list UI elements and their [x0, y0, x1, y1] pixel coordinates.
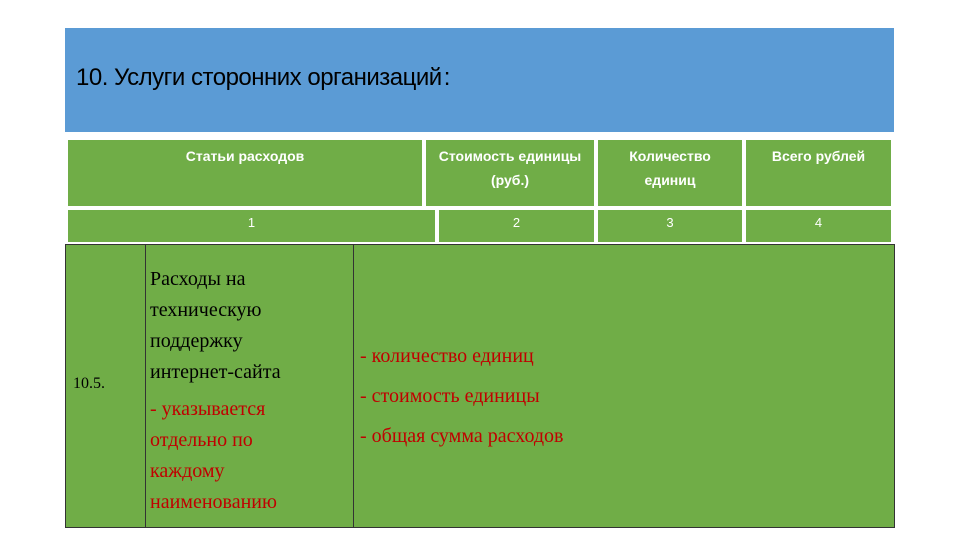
column-divider: [145, 245, 146, 527]
header-quantity-line2: единиц: [644, 172, 696, 188]
desc-line: Расходы на: [150, 268, 246, 290]
desc-note-line: - указывается: [150, 398, 266, 420]
note-unit-cost: - стоимость единицы: [360, 385, 540, 407]
row-number: 10.5.: [73, 375, 105, 392]
column-number-4: 4: [746, 210, 891, 242]
header-table: [65, 134, 894, 210]
header-quantity-line1: Количество: [629, 148, 711, 164]
header-cell-total: [746, 140, 891, 206]
header-cell-unit-cost: [426, 140, 594, 206]
title-bar: [65, 28, 894, 132]
desc-note-line: наименованию: [150, 491, 277, 513]
header-total: Всего рублей: [771, 148, 866, 164]
note-quantity: - количество единиц: [360, 345, 534, 367]
row-description: [150, 264, 350, 518]
header-unit-cost-line1: Стоимость единицы: [438, 148, 582, 164]
desc-note-line: каждому: [150, 460, 225, 482]
title-colon: :: [443, 64, 450, 91]
data-row: [65, 244, 895, 528]
column-divider: [353, 245, 354, 527]
desc-line: поддержку: [150, 330, 243, 352]
page-title: 10. Услуги сторонних организаций:: [76, 64, 450, 91]
desc-line: техническую: [150, 299, 262, 321]
header-unit-cost-line2: (руб.): [490, 172, 529, 188]
column-number-3: 3: [598, 210, 742, 242]
row-notes: [360, 336, 564, 456]
header-expense-items: Статьи расходов: [185, 148, 305, 164]
desc-line: интернет-сайта: [150, 361, 281, 383]
header-cell-expense-items: [68, 140, 422, 206]
desc-note-line: отдельно по: [150, 429, 253, 451]
note-total-sum: - общая сумма расходов: [360, 425, 564, 447]
column-number-2: 2: [439, 210, 594, 242]
header-cell-quantity: [598, 140, 742, 206]
column-number-1: 1: [68, 210, 435, 242]
